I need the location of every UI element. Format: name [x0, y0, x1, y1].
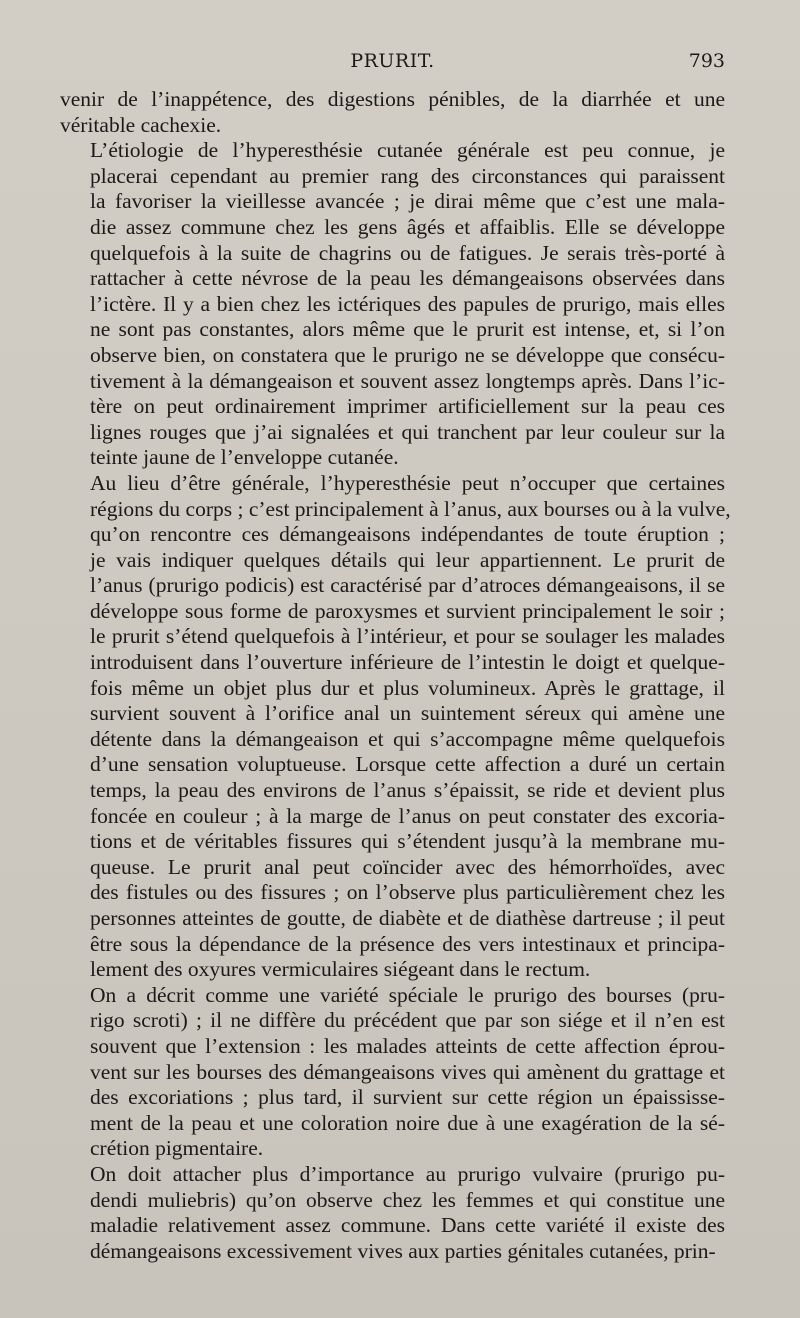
- text-line: teinte jaune de l’enveloppe cutanée.: [90, 445, 399, 470]
- text-line: maladie relativement assez commune. Dans cette variété il existe des: [90, 1213, 725, 1238]
- text-line: l’ictère. Il y a bien chez les ictériques des papules de prurigo, mais elles: [90, 291, 725, 316]
- text-line: développe sous forme de paroxysmes et survient principalement le soir ;: [90, 598, 725, 623]
- text-line: placerai cependant au premier rang des circonstances qui paraissent: [90, 163, 725, 188]
- text-line: ment de la peau et une coloration noire due à une exagération de la sé-: [90, 1110, 725, 1135]
- text-line: rigo scroti) ; il ne diffère du précédent que par son siége et il n’en est: [90, 1008, 725, 1033]
- text-line: souvent que l’extension : les malades atteints de cette affection éprou-: [90, 1033, 725, 1058]
- paragraph: [60, 1162, 725, 1264]
- text-line: je vais indiquer quelques détails qui leur appartiennent. Le prurit de: [90, 547, 725, 572]
- text-line: observe bien, on constatera que le prurigo ne se développe que consécu-: [90, 342, 725, 367]
- paragraph: [60, 470, 731, 983]
- running-head: PRURIT.: [350, 50, 435, 72]
- text-line: L’étiologie de l’hyperesthésie cutanée générale est peu connue, je: [90, 138, 725, 163]
- text-line: Au lieu d’être générale, l’hyperesthésie peut n’occuper que certaines: [90, 470, 725, 495]
- text-line: venir de l’inappétence, des digestions pénibles, de la diarrhée et une: [60, 87, 725, 111]
- text-line: être sous la dépendance de la présence des vers intestinaux et principa-: [90, 931, 725, 956]
- text-line: lignes rouges que j’ai signalées et qui tranchent par leur couleur sur la: [90, 419, 725, 444]
- text-line: régions du corps ; c’est principalement à l’anus, aux bourses ou à la vulve,: [90, 496, 731, 521]
- text-line: qu’on rencontre ces démangeaisons indépendantes de toute éruption ;: [90, 522, 725, 547]
- text-line: fois même un objet plus dur et plus volumineux. Après le grattage, il: [90, 675, 725, 700]
- paragraph: [60, 87, 725, 138]
- page-header: [60, 50, 725, 80]
- text-line: tère on peut ordinairement imprimer artificiellement sur la peau ces: [90, 394, 725, 419]
- text-line: détente dans la démangeaison et qui s’accompagne même quelquefois: [90, 726, 725, 751]
- text-line: d’une sensation voluptueuse. Lorsque cette affection a duré un certain: [90, 752, 725, 777]
- text-line: démangeaisons excessivement vives aux parties génitales cutanées, prin-: [90, 1238, 716, 1263]
- text-line: crétion pigmentaire.: [90, 1136, 264, 1161]
- text-line: la favoriser la vieillesse avancée ; je dirai même que c’est une mala-: [90, 189, 725, 214]
- text-line: ne sont pas constantes, alors même que le prurit est intense, et, si l’on: [90, 317, 725, 342]
- text-line: lement des oxyures vermiculaires siégeant dans le rectum.: [90, 957, 591, 982]
- body-text: [60, 87, 731, 1264]
- text-line: tions et de véritables fissures qui s’étendent jusqu’à la membrane mu-: [90, 829, 725, 854]
- text-line: des excoriations ; plus tard, il survient sur cette région un épaississe-: [90, 1085, 725, 1110]
- text-line: rattacher à cette névrose de la peau les démangeaisons observées dans: [90, 266, 725, 291]
- text-line: die assez commune chez les gens âgés et affaiblis. Elle se développe: [90, 214, 725, 239]
- text-line: queuse. Le prurit anal peut coïncider avec des hémorrhoïdes, avec: [90, 854, 725, 879]
- text-line: survient souvent à l’orifice anal un suintement séreux qui amène une: [90, 701, 725, 726]
- text-line: tivement à la démangeaison et souvent assez longtemps après. Dans l’ic-: [90, 368, 725, 393]
- text-line: véritable cachexie.: [60, 112, 222, 137]
- text-line: quelquefois à la suite de chagrins ou de fatigues. Je serais très-porté à: [90, 240, 725, 265]
- text-line: On a décrit comme une variété spéciale le prurigo des bourses (pru-: [90, 982, 725, 1007]
- text-line: personnes atteintes de goutte, de diabète et de diathèse dartreuse ; il peut: [90, 906, 725, 930]
- text-line: dendi muliebris) qu’on observe chez les femmes et qui constitue une: [90, 1187, 725, 1212]
- text-line: l’anus (prurigo podicis) est caractérisé par d’atroces démangeaisons, il se: [90, 573, 725, 598]
- paragraph: [60, 983, 725, 1162]
- page-number: 793: [688, 50, 725, 72]
- text-line: On doit attacher plus d’importance au prurigo vulvaire (prurigo pu-: [90, 1161, 725, 1186]
- text-line: des fistules ou des fissures ; on l’observe plus particulièrement chez les: [90, 880, 725, 905]
- paragraph: [60, 138, 725, 471]
- text-line: temps, la peau des environs de l’anus s’épaissit, se ride et devient plus: [90, 778, 725, 803]
- text-line: le prurit s’étend quelquefois à l’intérieur, et pour se soulager les malades: [90, 624, 725, 649]
- text-line: introduisent dans l’ouverture inférieure de l’intestin le doigt et quelque-: [90, 650, 725, 675]
- text-line: foncée en couleur ; à la marge de l’anus on peut constater des excoria-: [90, 803, 725, 828]
- text-line: vent sur les bourses des démangeaisons vives qui amènent du grattage et: [90, 1059, 725, 1084]
